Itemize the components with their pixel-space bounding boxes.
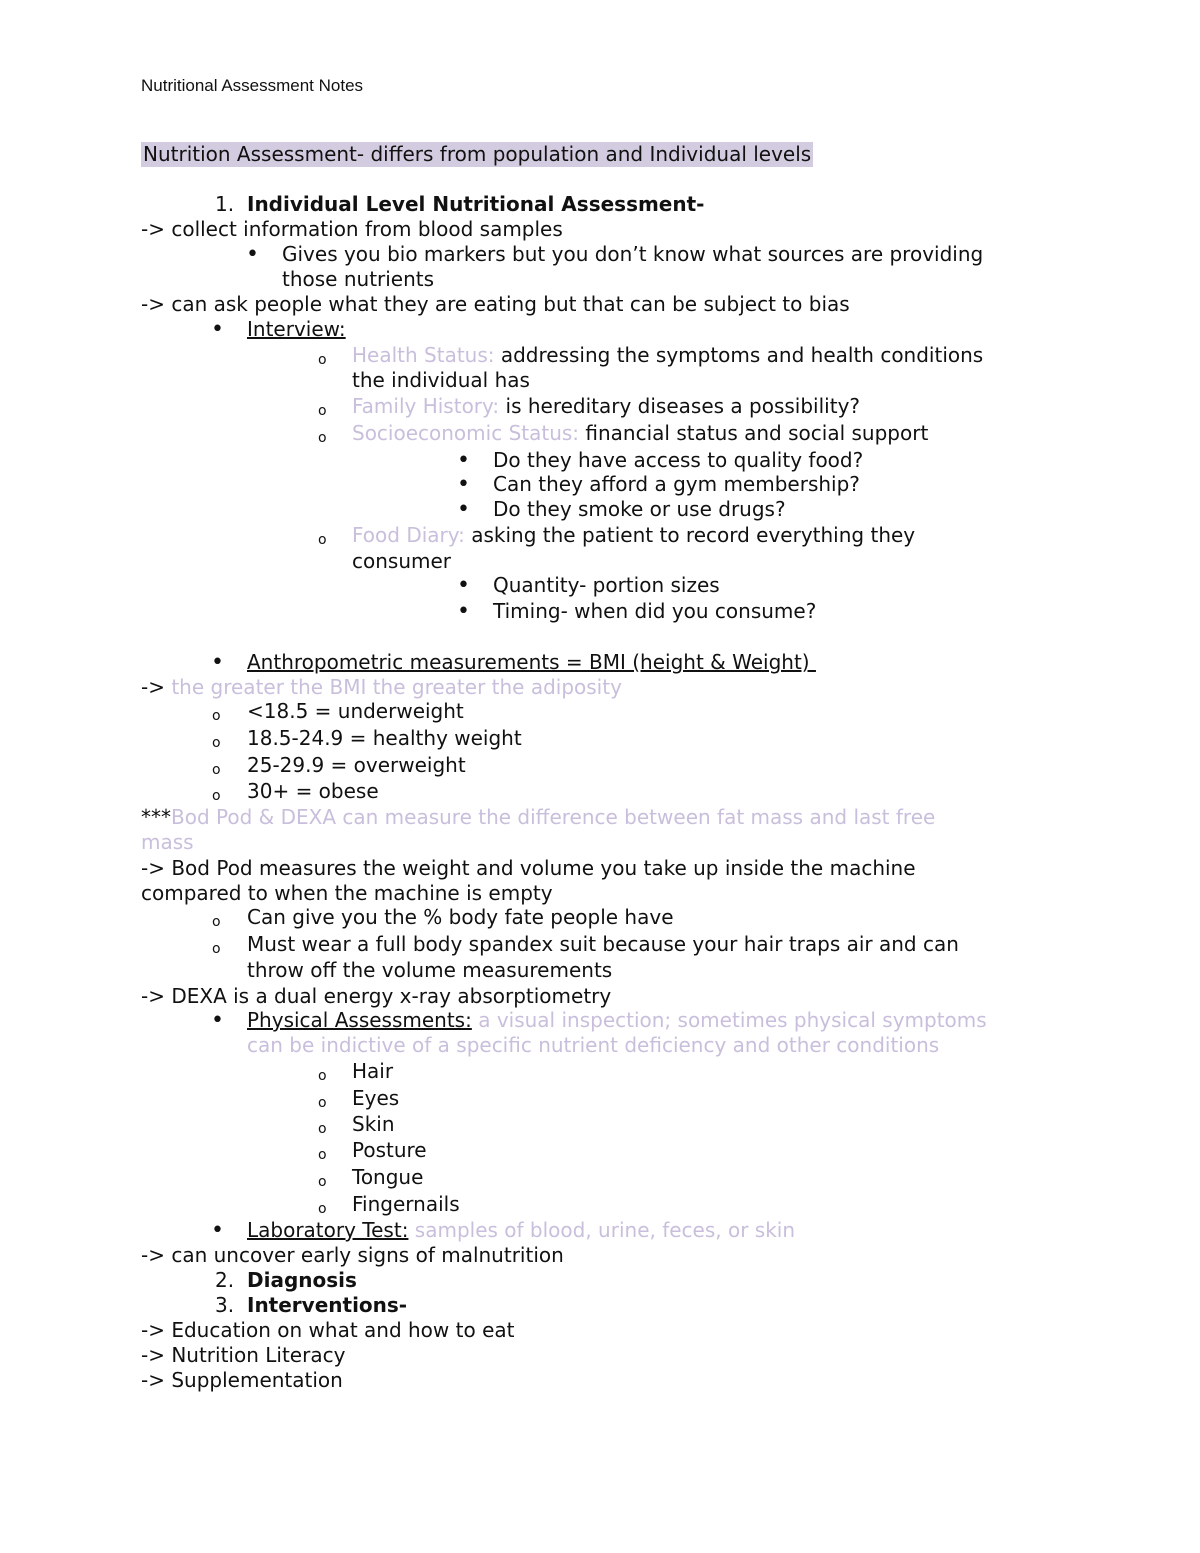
intervention-line: -> Nutrition Literacy: [141, 1343, 346, 1367]
bullet-icon: [457, 497, 470, 522]
bullet-icon: [457, 448, 470, 473]
physical-item-hair: Hair: [352, 1059, 394, 1083]
physical-item-fingernails: Fingernails: [352, 1192, 460, 1216]
page-header: Nutritional Assessment Notes: [141, 76, 364, 95]
food-question-2: Timing- when did you consume?: [493, 599, 817, 623]
circle-bullet-icon: [318, 525, 327, 552]
bodpod-measures-line: -> Bod Pod measures the weight and volume you take up inside the machine: [141, 856, 916, 880]
circle-bullet-icon: [212, 701, 221, 728]
bullet-icon: [211, 650, 224, 675]
circle-bullet-icon: [318, 1140, 327, 1167]
interview-heading: Interview:: [247, 317, 346, 341]
socioeconomic-item: [352, 421, 928, 445]
circle-bullet-icon: [212, 907, 221, 934]
circle-bullet-icon: [212, 728, 221, 755]
physical-assessments-cont: can be indictive of a specific nutrient deficiency and other conditions: [247, 1033, 940, 1057]
bodpod-dexa-text: Bod Pod & DEXA can measure the difference between fat mass and last free: [171, 805, 936, 829]
bullet-icon: [457, 472, 470, 497]
health-status-text: addressing the symptoms and health conditions: [494, 343, 984, 367]
circle-bullet-icon: [318, 1167, 327, 1194]
bmi-underweight: <18.5 = underweight: [247, 699, 464, 723]
bullet-icon: [246, 242, 259, 267]
socio-question-3: Do they smoke or use drugs?: [493, 497, 786, 521]
bmi-healthy: 18.5-24.9 = healthy weight: [247, 726, 522, 750]
food-diary-term: Food Diary:: [352, 523, 465, 547]
circle-bullet-icon: [318, 423, 327, 450]
circle-bullet-icon: [212, 934, 221, 961]
food-question-1: Quantity- portion sizes: [493, 573, 720, 597]
physical-assessments-text: a visual inspection; sometimes physical symptoms: [471, 1008, 987, 1032]
section-3-number: 3.: [215, 1293, 235, 1317]
bullet-icon: [211, 1008, 224, 1033]
section-3-heading: Interventions-: [247, 1293, 408, 1317]
bullet-icon: [211, 317, 224, 342]
circle-bullet-icon: [318, 1061, 327, 1088]
circle-bullet-icon: [318, 345, 327, 372]
bodpod-point-2: Must wear a full body spandex suit because your hair traps air and can: [247, 932, 959, 956]
anthropometric-heading: Anthropometric measurements = BMI (height & Weight): [247, 650, 816, 674]
food-diary-cont: consumer: [352, 549, 452, 573]
title-highlight: Nutrition Assessment- differs from population and Individual levels: [143, 142, 812, 166]
bullet-icon: [211, 1218, 224, 1243]
arrow-prefix: ->: [141, 675, 172, 699]
physical-assessments-item: [247, 1008, 987, 1032]
section-2-heading: Diagnosis: [247, 1268, 357, 1292]
socio-question-1: Do they have access to quality food?: [493, 448, 864, 472]
biomarkers-text: Gives you bio markers but you don’t know what sources are providing: [282, 242, 984, 266]
note-stars: ***: [141, 805, 171, 829]
socioeconomic-text: financial status and social support: [579, 421, 929, 445]
socioeconomic-term: Socioeconomic Status:: [352, 421, 580, 445]
family-history-term: Family History:: [352, 394, 500, 418]
physical-item-posture: Posture: [352, 1138, 427, 1162]
socio-question-2: Can they afford a gym membership?: [493, 472, 860, 496]
section-1-heading: Individual Level Nutritional Assessment-: [247, 192, 705, 216]
intervention-line: -> Supplementation: [141, 1368, 343, 1392]
bodpod-dexa-text-cont: mass: [141, 830, 194, 854]
health-status-cont: the individual has: [352, 368, 530, 392]
bmi-overweight: 25-29.9 = overweight: [247, 753, 466, 777]
family-history-text: is hereditary diseases a possibility?: [499, 394, 861, 418]
circle-bullet-icon: [212, 755, 221, 782]
bodpod-point-1: Can give you the % body fate people have: [247, 905, 674, 929]
physical-item-skin: Skin: [352, 1112, 395, 1136]
biomarkers-text-cont: those nutrients: [282, 267, 435, 291]
laboratory-test-text: samples of blood, urine, feces, or skin: [408, 1218, 796, 1242]
laboratory-test-heading: Laboratory Test:: [247, 1218, 409, 1242]
physical-item-tongue: Tongue: [352, 1165, 424, 1189]
dexa-line: -> DEXA is a dual energy x-ray absorptiometry: [141, 984, 612, 1008]
page-title: [141, 142, 813, 166]
circle-bullet-icon: [318, 1088, 327, 1115]
health-status-term: Health Status:: [352, 343, 495, 367]
blood-samples-line: -> collect information from blood samples: [141, 217, 563, 241]
health-status-item: [352, 343, 983, 367]
bmi-adiposity-text: the greater the BMI the greater the adiposity: [171, 675, 622, 699]
bodpod-measures-cont: compared to when the machine is empty: [141, 881, 553, 905]
ask-people-line: -> can ask people what they are eating but that can be subject to bias: [141, 292, 850, 316]
circle-bullet-icon: [212, 781, 221, 808]
malnutrition-line: -> can uncover early signs of malnutrition: [141, 1243, 564, 1267]
physical-assessments-heading: Physical Assessments:: [247, 1008, 472, 1032]
physical-item-eyes: Eyes: [352, 1086, 400, 1110]
circle-bullet-icon: [318, 396, 327, 423]
bmi-adiposity-line: [141, 675, 622, 699]
bmi-obese: 30+ = obese: [247, 779, 379, 803]
bodpod-point-2-cont: throw off the volume measurements: [247, 958, 613, 982]
bullet-icon: [457, 599, 470, 624]
family-history-item: [352, 394, 860, 418]
section-2-number: 2.: [215, 1268, 235, 1292]
section-1-number: 1.: [215, 192, 235, 216]
bodpod-dexa-note: [141, 805, 935, 829]
food-diary-text: asking the patient to record everything they: [464, 523, 916, 547]
intervention-line: -> Education on what and how to eat: [141, 1318, 515, 1342]
circle-bullet-icon: [318, 1194, 327, 1221]
circle-bullet-icon: [318, 1114, 327, 1141]
food-diary-item: [352, 523, 915, 547]
bullet-icon: [457, 573, 470, 598]
laboratory-test-item: [247, 1218, 795, 1242]
